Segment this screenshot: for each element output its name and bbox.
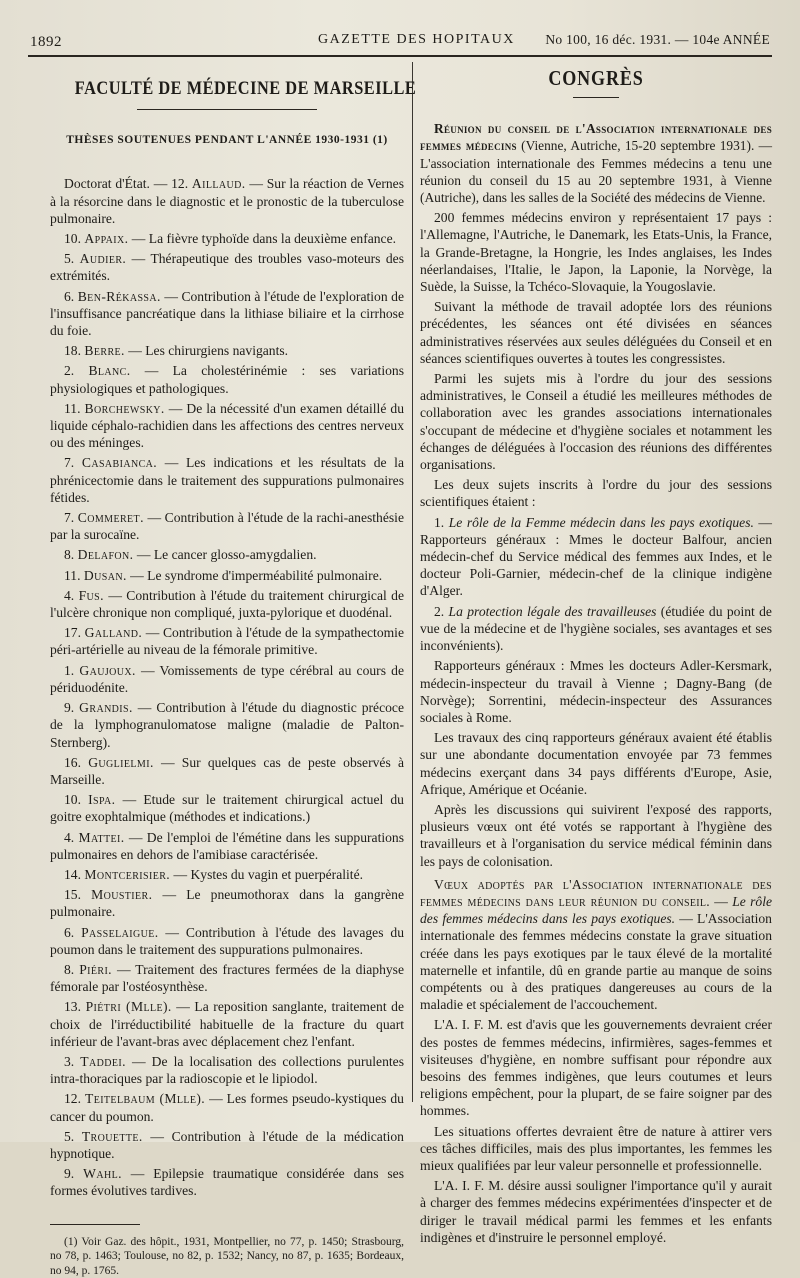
- paragraph-discussions: Après les discussions qui suivirent l'exposé des rapports, plusieurs vœux ont été votés se rapportant à l'hygiène des travailleurs et à l'organisation du service médical féminin dans les pays de colonisation.: [420, 801, 772, 869]
- thesis-title: — Contribution à l'étude des lavages du poumon dans le traitement des suppurations pulmonaires.: [50, 924, 404, 957]
- thesis-title: — La reposition sanglante, traitement de choix de l'irréductibilité habituelle de la fracture du quart inférieur de l'avant-bras avec déplacement chez l'enfant.: [50, 999, 404, 1049]
- thesis-author: Piétri (Mlle).: [85, 999, 172, 1015]
- thesis-number: 7.: [64, 510, 75, 526]
- column-divider: [412, 62, 413, 1102]
- thesis-author: Passelaigue.: [81, 924, 159, 940]
- subject-title: La protection légale des travailleuses: [448, 603, 657, 619]
- thesis-number: 1.: [64, 662, 75, 678]
- thesis-title: — Kystes du vagin et puerpéralité.: [170, 866, 363, 882]
- thesis-entry: [50, 1090, 404, 1124]
- thesis-number: 11.: [64, 567, 81, 583]
- subject-item-1: [420, 514, 772, 600]
- paragraph-subjects: Parmi les sujets mis à l'ordre du jour des sessions administratives, le Conseil a étudié les meilleures méthodes de collaboration avec les grandes associations internationales s'occupant de médecine et d'hygiène sociales et notamment les échanges de déléguées à l'occasion des réunions des différentes organisations.: [420, 371, 772, 473]
- thesis-number: 8.: [64, 547, 75, 563]
- subject-text: (étudiée du point de vue de la médecine et de l'hygiène sociales, ses avantages et ses inconvénients).: [420, 603, 772, 654]
- thesis-entry: [50, 509, 404, 543]
- paragraph-situations: Les situations offertes devraient être de nature à attirer vers ces tâches difficiles, mais des plus importantes, les femmes les mieux qualifiées par leur valeur personnelle et professionnelle.: [420, 1123, 772, 1173]
- thesis-entry: [50, 175, 404, 227]
- thesis-title: — La fièvre typhoïde dans la deuxième enfance.: [128, 231, 397, 247]
- thesis-entry: [50, 699, 404, 751]
- thesis-number: 16.: [64, 754, 81, 770]
- voeux-title: Le rôle des femmes médecins dans les pays exotiques.: [420, 893, 773, 927]
- thesis-title: — Les indications et les résultats de la phrénicectomie dans le traitement des suppurations pulmonaires fétides.: [50, 455, 404, 505]
- thesis-number: 2.: [64, 363, 75, 379]
- thesis-title: — Thérapeutique des troubles vaso-moteurs des extrémités.: [50, 251, 404, 284]
- thesis-entry: [50, 624, 404, 658]
- thesis-number: 11.: [64, 400, 81, 416]
- header-rule: [28, 55, 772, 57]
- thesis-title: — De la nécessité d'un examen détaillé du liquide céphalo-rachidien dans les affections des centres nerveux ou des méninges.: [50, 400, 404, 451]
- thesis-author: Moustier.: [91, 887, 153, 903]
- thesis-number: 7.: [64, 455, 75, 471]
- thesis-author: Ispa.: [88, 792, 116, 808]
- thesis-author: Trouette.: [81, 1128, 143, 1144]
- thesis-entry: [50, 662, 404, 696]
- thesis-entry: [50, 1053, 404, 1087]
- thesis-entry: [50, 1165, 404, 1199]
- thesis-number: 5.: [64, 251, 75, 267]
- thesis-title: — De la localisation des collections purulentes intra-thoraciques par la radioscopie et le lipiodol.: [50, 1053, 404, 1087]
- thesis-entry: [50, 998, 404, 1050]
- page-number: 1892: [30, 34, 62, 50]
- thesis-title: — Contribution à l'étude de la médication hypnotique.: [50, 1128, 404, 1161]
- thesis-entry: [50, 1128, 404, 1162]
- theses-heading: THÈSES SOUTENUES PENDANT L'ANNÉE 1930-1931 (1): [66, 134, 388, 147]
- thesis-number: 13.: [64, 999, 81, 1015]
- thesis-title: — Sur la réaction de Vernes à la résorcine dans le diagnostic et le pronostic de la tuberculose pulmonaire.: [50, 176, 405, 226]
- thesis-author: Ben-Rékassa.: [77, 288, 161, 304]
- thesis-entry: [50, 754, 404, 788]
- subject-number: 1.: [434, 514, 445, 530]
- paragraph-scientific: Les deux sujets inscrits à l'ordre du jour des sessions scientifiques étaient :: [420, 477, 772, 510]
- thesis-title: — Epilepsie traumatique considérée dans ses formes évolutives tardives.: [50, 1166, 404, 1199]
- thesis-title: — Le syndrome d'imperméabilité pulmonaire.: [126, 567, 383, 583]
- thesis-author: Wahl.: [83, 1166, 122, 1182]
- thesis-entry: [50, 250, 404, 284]
- thesis-title: — Sur quelques cas de peste observés à Marseille.: [50, 754, 404, 787]
- thesis-author: Fus.: [78, 587, 104, 603]
- thesis-title: — De l'emploi de l'émétine dans les suppurations pulmonaires en dehors de l'amibiase caractérisée.: [50, 829, 405, 862]
- paragraph-rapporteurs: Rapporteurs généraux : Mmes les docteurs Adler-Kersmark, médecin-inspecteur du travail à Vienne ; Dagny-Bang (de Norvège); Sorrentini, médecin-inspecteur des Assurances sociales à Rome.: [420, 658, 772, 725]
- thesis-number: 9.: [64, 700, 75, 716]
- subject-title: Le rôle de la Femme médecin dans les pays exotiques.: [448, 514, 754, 530]
- thesis-title: — Les chirurgiens navigants.: [124, 343, 289, 359]
- thesis-author: Borchewsky.: [84, 400, 165, 416]
- thesis-title: — Contribution à l'étude du traitement chirurgical de l'ulcère chronique non compliqué, juxta-pylorique et duodénal.: [50, 587, 404, 621]
- thesis-number: 10.: [64, 792, 81, 808]
- thesis-entry: [50, 400, 404, 452]
- thesis-title: — Etude sur le traitement chirurgical actuel du goitre exophtalmique (méthodes et indications.): [50, 792, 404, 825]
- thesis-number: 18.: [64, 343, 81, 359]
- left-column: [50, 74, 417, 1278]
- footnote: (1) Voir Gaz. des hôpit., 1931, Montpellier, no 77, p. 1450; Strasbourg, no 78, p. 1463; Toulouse, no 82, p. 1532; Nancy, no 87, p. 1635; Bordeaux, no 94, p. 1765.: [50, 1235, 404, 1277]
- paragraph-travaux: Les travaux des cinq rapporteurs généraux avaient été établis sur une abondante documentation envoyée par 73 femmes médecins exerçant dans 34 pays différents d'Europe, Asie, Afrique, Amérique et Océanie.: [420, 730, 772, 797]
- paragraph-gouvernements: L'A. I. F. M. est d'avis que les gouvernements devraient créer des postes de femmes médecins, infirmières, sages-femmes et visiteuses d'hygiène, en nombre suffisant pour répondre aux besoins des femmes indigènes, que leurs coutumes et leurs religions empêchent, pour la plupart, de se faire soigner par des hommes.: [420, 1017, 772, 1119]
- thesis-author: Guglielmi.: [88, 754, 154, 770]
- thesis-author: Audier.: [79, 251, 127, 267]
- paragraph-importance: L'A. I. F. M. désire aussi souligner l'importance qu'il y aurait à charger des femmes médecins expérimentées d'inspecter et de diriger le travail médical parmi les femmes et les enfants indigènes et d'instruire le personnel employé.: [420, 1178, 772, 1245]
- thesis-title: — Le pneumothorax dans la gangrène pulmonaire.: [50, 887, 405, 920]
- voeux-text: — L'Association internationale des femmes médecins constate la grave situation créée dans les pays exotiques par le taux élevé de la mortalité maternelle et infantile, dû en grande partie au manque de soins compétents ou à des pratiques dangereuses au cours de la maladie et spécialement de l'accouchement.: [420, 911, 772, 1013]
- thesis-author: Mattei.: [78, 829, 125, 845]
- subject-item-2: [420, 603, 772, 655]
- thesis-title: — Contribution à l'étude de l'exploration de l'insuffisance pancréatique dans la lithiase biliaire et la cirrhose du foie.: [50, 288, 404, 339]
- reunion-text: (Vienne, Autriche, 15-20 septembre 1931). — L'association internationale des Femmes médecins a tenu une réunion du conseil du 15 au 20 septembre 1931, à Vienne (Autriche), dans les salles de la Société des médecins de Vienne.: [420, 138, 772, 206]
- page-header: [30, 30, 770, 54]
- issue-info: No 100, 16 déc. 1931. — 104e ANNÉE: [545, 32, 770, 47]
- thesis-title: — Contribution à l'étude de la sympathectomie péri-artérielle au niveau de la fémorale primitive.: [50, 625, 404, 658]
- thesis-entry: [50, 587, 404, 621]
- thesis-number: 4.: [64, 829, 75, 845]
- thesis-author: Dusan.: [83, 567, 127, 583]
- thesis-entry: [50, 886, 404, 920]
- subject-text: — Rapporteurs généraux : Mmes le docteur Balfour, ancien médecin-chef du Service médical des femmes aux Indes, et le docteur Poli-Garnier, médecin-chef de la clinique indigène d'Alger.: [420, 514, 772, 599]
- thesis-entry: [50, 342, 404, 359]
- thesis-entry: [50, 791, 404, 825]
- thesis-title: — La cholestérinémie : ses variations physiologiques et pathologiques.: [50, 363, 404, 396]
- thesis-title: — Le cancer glosso-amygdalien.: [133, 547, 317, 563]
- thesis-author: Gaujoux.: [79, 662, 136, 678]
- thesis-number: 5.: [64, 1128, 75, 1144]
- thesis-entry: [50, 230, 404, 247]
- thesis-author: Berre.: [84, 343, 125, 359]
- thesis-author: Grandis.: [79, 700, 133, 716]
- thesis-author: Casabianca.: [81, 455, 158, 471]
- right-column: [420, 66, 772, 1249]
- thesis-number: 14.: [64, 866, 81, 882]
- paragraph-method: Suivant la méthode de travail adoptée lors des réunions précédentes, les séances ont été divisées en séances administratives réservées aux seules déléguées du Conseil et en séances scientifiques ouvertes à toutes les congressistes.: [420, 299, 772, 366]
- congres-rule: [573, 97, 619, 98]
- thesis-number: 6.: [64, 924, 75, 940]
- thesis-number: 9.: [64, 1166, 75, 1182]
- thesis-entry: [50, 866, 404, 883]
- thesis-entry: [50, 567, 404, 584]
- thesis-number: 10.: [64, 231, 81, 247]
- faculty-title: FACULTÉ DE MÉDECINE DE MARSEILLE: [74, 78, 417, 99]
- title-rule: [137, 109, 317, 110]
- subject-number: 2.: [434, 603, 445, 619]
- footnote-rule: [50, 1224, 140, 1225]
- thesis-author: Taddei.: [80, 1053, 126, 1069]
- thesis-author: Blanc.: [88, 363, 131, 379]
- thesis-entry: [50, 288, 404, 340]
- thesis-entry: [50, 362, 404, 396]
- thesis-number: Doctorat d'État. — 12.: [64, 176, 189, 192]
- thesis-number: 6.: [64, 288, 75, 304]
- thesis-title: — Vomissements de type cérébral au cours de périduodénite.: [50, 662, 404, 695]
- thesis-author: Delafon.: [77, 547, 134, 563]
- thesis-entry: [50, 454, 404, 506]
- thesis-entry: [50, 829, 404, 863]
- thesis-author: Galland.: [84, 625, 143, 641]
- thesis-entry: [50, 546, 404, 563]
- congres-title: CONGRÈS: [548, 66, 644, 90]
- thesis-author: Aillaud.: [191, 176, 246, 192]
- journal-title: GAZETTE DES HOPITAUX: [318, 32, 515, 47]
- theses-list: [50, 175, 404, 1199]
- thesis-number: 15.: [64, 887, 81, 903]
- voeux-heading: Vœux adoptés par l'Association internationale des femmes médecins dans leur réunion du conseil.: [420, 876, 772, 909]
- thesis-title: — Contribution à l'étude du diagnostic précoce de la lymphogranulomatose maligne (maladie de Palton-Sternberg).: [50, 700, 404, 750]
- reunion-paragraph: [420, 120, 772, 206]
- voeux-paragraph: Vœux adoptés par l'Association internationale des femmes médecins dans leur réunion du conseil. — Le rôle des femmes médecins dans les pays exotiques. — L'Association internationale des femmes médecins constate la grave situation créée dans les pays exotiques par le taux élevé de la mortalité maternelle et infantile, dû en grande partie au manque de soins compétents ou à des pratiques dangereuses au cours de la maladie et spécialement de l'accouchement.: [420, 876, 773, 1013]
- thesis-author: Appaix.: [84, 231, 129, 247]
- thesis-number: 3.: [64, 1053, 75, 1069]
- thesis-title: — Traitement des fractures fermées de la diaphyse fémorale par l'ostéosynthèse.: [50, 961, 404, 995]
- thesis-author: Piéri.: [79, 961, 112, 977]
- thesis-author: Commeret.: [77, 510, 144, 526]
- thesis-author: Teitelbaum (Mlle).: [84, 1091, 206, 1107]
- thesis-number: 8.: [64, 961, 75, 977]
- thesis-entry: [50, 961, 404, 995]
- thesis-number: 17.: [64, 625, 81, 641]
- thesis-title: — Contribution à l'étude de la rachi-anesthésie par la surocaïne.: [50, 510, 404, 543]
- thesis-entry: [50, 924, 404, 958]
- reunion-heading: Réunion du conseil de l'Association internationale des femmes médecins: [420, 121, 772, 154]
- thesis-author: Montcerisier.: [84, 866, 171, 882]
- thesis-number: 12.: [64, 1091, 81, 1107]
- thesis-title: — Les formes pseudo-kystiques du cancer du poumon.: [50, 1091, 404, 1124]
- thesis-number: 4.: [64, 587, 75, 603]
- paragraph-countries: 200 femmes médecins environ y représentaient 17 pays : l'Allemagne, l'Autriche, le Danemark, les Etats-Unis, la France, la Grande-Bretagne, la Hongrie, les Indes anglaises, les Indes néerlandaises, l'Italie, le Japon, la Laponie, la Norvège, la Suède, la Suisse, la Tchéco-Slovaquie, la Yougoslavie.: [420, 210, 772, 295]
